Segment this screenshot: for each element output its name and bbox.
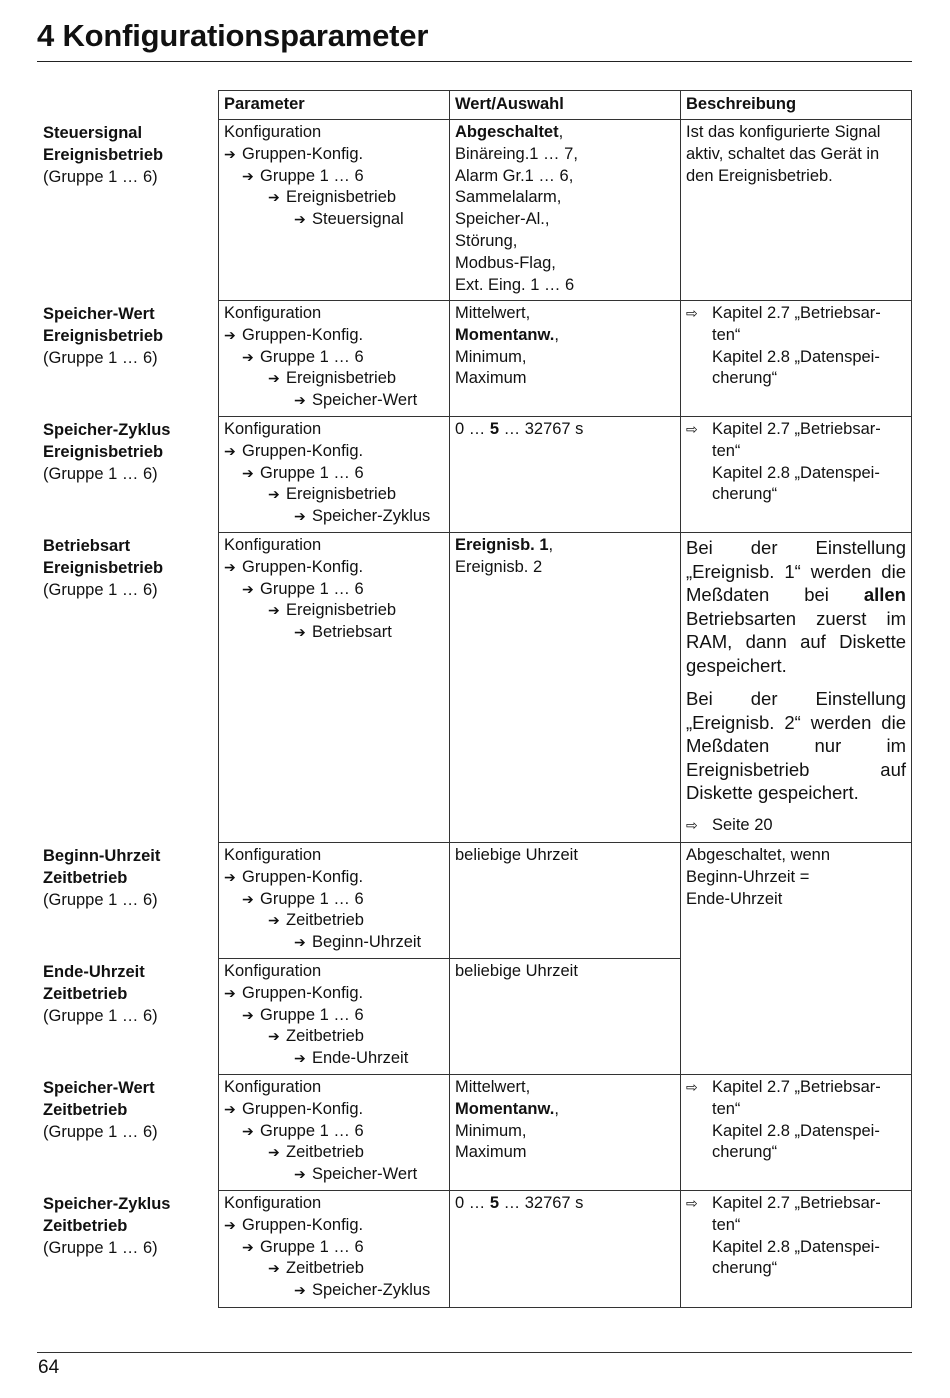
title-rule [37, 61, 912, 62]
table-row [37, 120, 912, 301]
arrow-right-icon: ➔ [294, 392, 306, 409]
row-label: Steuersignal Ereignisbetrieb (Gruppe 1 … 6) [43, 124, 164, 186]
arrow-right-icon: ➔ [294, 508, 306, 525]
menu-path: Konfiguration ➔ Gruppen-Konfig. ➔ Gruppe 1 … 6 ➔ Zeitbetrieb ➔ Speicher-Zyklus [218, 1191, 449, 1308]
menu-path: Konfiguration ➔ Gruppen-Konfig. ➔ Gruppe 1 … 6 ➔ Ereignisbetrieb ➔ Betriebsart [218, 533, 449, 843]
arrow-right-icon: ➔ [242, 167, 254, 184]
value-options: 0 … 5 … 32767 s [449, 417, 680, 533]
arrow-right-icon: ➔ [294, 211, 306, 228]
arrow-right-icon: ➔ [242, 464, 254, 481]
arrow-right-icon: ➔ [268, 486, 280, 503]
value-options: Mittelwert, Momentanw., Minimum, Maximum [449, 301, 680, 417]
menu-path: Konfiguration ➔ Gruppen-Konfig. ➔ Gruppe 1 … 6 ➔ Ereignisbetrieb ➔ Steuersignal [218, 120, 449, 301]
arrow-right-icon: ➔ [224, 558, 236, 575]
arrow-right-icon: ➔ [242, 890, 254, 907]
arrow-right-icon: ➔ [268, 912, 280, 929]
menu-path: Konfiguration ➔ Gruppen-Konfig. ➔ Gruppe 1 … 6 ➔ Ereignisbetrieb ➔ Speicher-Wert [218, 301, 449, 417]
menu-path: Konfiguration ➔ Gruppen-Konfig. ➔ Gruppe 1 … 6 ➔ Ereignisbetrieb ➔ Speicher-Zyklus [218, 417, 449, 533]
header-parameter: Parameter [218, 90, 449, 120]
arrow-outline-right-icon: ⇨ [686, 1079, 698, 1095]
arrow-right-icon: ➔ [294, 624, 306, 641]
arrow-right-icon: ➔ [224, 868, 236, 885]
row-label: Betriebsart Ereignisbetrieb (Gruppe 1 … 6) [43, 537, 164, 599]
menu-path: Konfiguration ➔ Gruppen-Konfig. ➔ Gruppe 1 … 6 ➔ Zeitbetrieb ➔ Beginn-Uhrzeit [218, 843, 449, 959]
arrow-right-icon: ➔ [268, 1028, 280, 1045]
description: Bei der Einstellung „Ereignisb. 1“ werden die Meßdaten bei allen Betriebsarten zuerst im RAM, dann auf Diskette gespeichert. Bei der Einstellung „Ereignisb. 2“ werden die Meßdaten nur im Ereignisbetrieb auf Diskette gespeichert. ⇨ Seite 20 [680, 533, 912, 843]
description: ⇨ Kapitel 2.7 „Betriebsar- ten“ Kapitel 2.8 „Datenspei- cherung“ [680, 1075, 912, 1191]
arrow-right-icon: ➔ [224, 1216, 236, 1233]
arrow-right-icon: ➔ [268, 602, 280, 619]
arrow-right-icon: ➔ [242, 1238, 254, 1255]
value-options: beliebige Uhrzeit [449, 843, 680, 959]
header-wert: Wert/Auswahl [449, 90, 680, 120]
arrow-right-icon: ➔ [224, 145, 236, 162]
arrow-right-icon: ➔ [294, 934, 306, 951]
footer-rule [37, 1352, 912, 1353]
arrow-outline-right-icon: ⇨ [686, 1195, 698, 1211]
description: Abgeschaltet, wenn Beginn-Uhrzeit = Ende-Uhrzeit [680, 843, 912, 1075]
arrow-outline-right-icon: ⇨ [686, 816, 698, 833]
arrow-right-icon: ➔ [242, 1122, 254, 1139]
description: ⇨ Kapitel 2.7 „Betriebsar- ten“ Kapitel 2.8 „Datenspei- cherung“ [680, 301, 912, 417]
table-header [37, 90, 912, 120]
arrow-right-icon: ➔ [268, 189, 280, 206]
value-options: beliebige Uhrzeit [449, 959, 680, 1075]
value-options: Ereignisb. 1, Ereignisb. 2 [449, 533, 680, 843]
page-title: 4 Konfigurationsparameter [37, 18, 429, 53]
value-options: Abgeschaltet, Binäreing.1 … 7, Alarm Gr.1 … 6, Sammelalarm, Speicher-Al., Störung, Modbus-Flag, Ext. Eing. 1 … 6 [449, 120, 680, 301]
description-paragraph: Bei der Einstellung „Ereignisb. 1“ werden die Meßdaten bei allen Betriebsarten zuerst im RAM, dann auf Diskette gespeichert. [686, 537, 906, 676]
table-row [37, 1191, 912, 1308]
arrow-right-icon: ➔ [268, 1260, 280, 1277]
arrow-right-icon: ➔ [224, 1100, 236, 1117]
arrow-right-icon: ➔ [242, 580, 254, 597]
row-label: Speicher-Zyklus Zeitbetrieb (Gruppe 1 … 6) [43, 1195, 171, 1257]
arrow-right-icon: ➔ [224, 442, 236, 459]
table-row [37, 301, 912, 417]
arrow-outline-right-icon: ⇨ [686, 305, 698, 321]
arrow-right-icon: ➔ [224, 984, 236, 1001]
header-beschreibung: Beschreibung [680, 90, 912, 120]
table-row [37, 417, 912, 533]
arrow-right-icon: ➔ [268, 1144, 280, 1161]
arrow-right-icon: ➔ [242, 348, 254, 365]
menu-path: Konfiguration ➔ Gruppen-Konfig. ➔ Gruppe 1 … 6 ➔ Zeitbetrieb ➔ Ende-Uhrzeit [218, 959, 449, 1075]
arrow-right-icon: ➔ [294, 1050, 306, 1067]
row-label: Speicher-Wert Zeitbetrieb (Gruppe 1 … 6) [43, 1079, 158, 1141]
value-options: 0 … 5 … 32767 s [449, 1191, 680, 1308]
description-paragraph: Bei der Einstellung „Ereignisb. 2“ werden die Meßdaten nur im Ereignisbetrieb auf Diskette gespeichert. [686, 688, 906, 803]
value-options: Mittelwert, Momentanw., Minimum, Maximum [449, 1075, 680, 1191]
menu-path: Konfiguration ➔ Gruppen-Konfig. ➔ Gruppe 1 … 6 ➔ Zeitbetrieb ➔ Speicher-Wert [218, 1075, 449, 1191]
table-row [37, 533, 912, 843]
arrow-outline-right-icon: ⇨ [686, 421, 698, 437]
description: ⇨ Kapitel 2.7 „Betriebsar- ten“ Kapitel 2.8 „Datenspei- cherung“ [680, 1191, 912, 1308]
arrow-right-icon: ➔ [242, 1006, 254, 1023]
table-row-group [37, 843, 912, 1075]
row-label: Speicher-Zyklus Ereignisbetrieb (Gruppe 1 … 6) [43, 421, 171, 483]
arrow-right-icon: ➔ [294, 1166, 306, 1183]
arrow-right-icon: ➔ [268, 370, 280, 387]
description: ⇨ Kapitel 2.7 „Betriebsar- ten“ Kapitel 2.8 „Datenspei- cherung“ [680, 417, 912, 533]
table-row [37, 1075, 912, 1191]
arrow-right-icon: ➔ [294, 1282, 306, 1299]
row-label: Speicher-Wert Ereignisbetrieb (Gruppe 1 … 6) [43, 305, 164, 367]
page-number: 64 [38, 1357, 60, 1378]
row-label: Ende-Uhrzeit Zeitbetrieb (Gruppe 1 … 6) [43, 963, 158, 1025]
description: Ist das konfigurierte Signal aktiv, schaltet das Gerät in den Ereignisbetrieb. [680, 120, 912, 301]
row-label: Beginn-Uhrzeit Zeitbetrieb (Gruppe 1 … 6) [43, 847, 161, 909]
arrow-right-icon: ➔ [224, 326, 236, 343]
